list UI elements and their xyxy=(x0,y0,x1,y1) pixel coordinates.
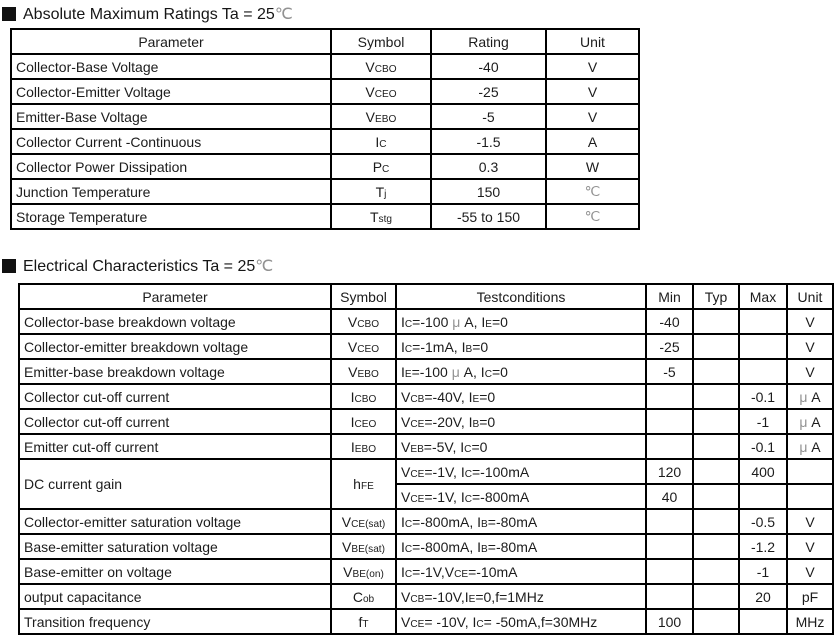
table-cell: 40 xyxy=(646,484,693,509)
column-header-unit: Unit xyxy=(546,29,639,54)
table-cell xyxy=(787,459,833,484)
table-cell: V xyxy=(546,54,639,79)
table-row xyxy=(11,129,639,154)
table-cell: V xyxy=(546,104,639,129)
table-cell: ICBO xyxy=(331,384,396,409)
table-cell: ICEO xyxy=(331,409,396,434)
table-cell xyxy=(646,509,693,534)
table-cell: V xyxy=(787,309,833,334)
table-cell: PC xyxy=(331,154,431,179)
table-cell xyxy=(693,459,739,484)
table-row xyxy=(19,509,833,534)
table-cell: V xyxy=(787,334,833,359)
table-cell: VEB=-5V, IC=0 xyxy=(396,434,646,459)
table-cell: pF xyxy=(787,584,833,609)
table-cell: -0.5 xyxy=(739,509,787,534)
table-cell: -1 xyxy=(739,559,787,584)
table-cell: -5 xyxy=(646,359,693,384)
table-cell: -55 to 150 xyxy=(431,204,546,229)
table-cell: Collector Power Dissipation xyxy=(11,154,331,179)
table-cell: IC=-800mA, IB=-80mA xyxy=(396,509,646,534)
table-cell xyxy=(693,484,739,509)
table-cell xyxy=(739,309,787,334)
table-row xyxy=(11,79,639,104)
table-cell: VCE=-20V, IB=0 xyxy=(396,409,646,434)
table-cell: VCE=-1V, IC=-100mA xyxy=(396,459,646,484)
table-cell: VCE= -10V, IC= -50mA,f=30MHz xyxy=(396,609,646,634)
table-cell: fT xyxy=(331,609,396,634)
table-row xyxy=(19,409,833,434)
table-cell xyxy=(693,409,739,434)
table-cell: 150 xyxy=(431,179,546,204)
table-cell: IC=-1V,VCE=-10mA xyxy=(396,559,646,584)
table-cell: A xyxy=(546,129,639,154)
table-row xyxy=(19,334,833,359)
table-cell: VCE(sat) xyxy=(331,509,396,534)
column-header-parameter: Parameter xyxy=(11,29,331,54)
table-cell xyxy=(693,334,739,359)
table-header-row xyxy=(11,29,639,54)
square-bullet-icon xyxy=(2,259,16,273)
column-header-symbol: Symbol xyxy=(331,29,431,54)
column-header-parameter: Parameter xyxy=(19,284,331,309)
table-cell: Collector-Base Voltage xyxy=(11,54,331,79)
table-header-row xyxy=(19,284,833,309)
table-cell: -40 xyxy=(431,54,546,79)
table-cell xyxy=(693,309,739,334)
table-cell xyxy=(646,409,693,434)
column-header-testconditions: Testconditions xyxy=(396,284,646,309)
column-header-symbol: Symbol xyxy=(331,284,396,309)
table-row xyxy=(11,154,639,179)
table-cell: VCBO xyxy=(331,309,396,334)
table-cell: IC=-1mA, IB=0 xyxy=(396,334,646,359)
table-cell: -25 xyxy=(431,79,546,104)
table-cell: VEBO xyxy=(331,359,396,384)
table-cell: ℃ xyxy=(546,179,639,204)
table-cell: VBE(sat) xyxy=(331,534,396,559)
table-cell: hFE xyxy=(331,459,396,509)
table-cell: Collector-base breakdown voltage xyxy=(19,309,331,334)
table-cell: Collector cut-off current xyxy=(19,409,331,434)
table-cell xyxy=(693,609,739,634)
table-row xyxy=(19,459,833,484)
table-cell xyxy=(739,609,787,634)
table-cell: Junction Temperature xyxy=(11,179,331,204)
electrical-characteristics-table xyxy=(18,283,834,635)
table-cell: -5 xyxy=(431,104,546,129)
table-cell: -0.1 xyxy=(739,434,787,459)
section-title-text: Electrical Characteristics Ta = 25℃ xyxy=(23,258,274,275)
table-row xyxy=(11,204,639,229)
table-cell: -1 xyxy=(739,409,787,434)
table-cell xyxy=(693,359,739,384)
table-cell: V xyxy=(787,359,833,384)
table-cell: μ A xyxy=(787,409,833,434)
table-cell: -0.1 xyxy=(739,384,787,409)
column-header-max: Max xyxy=(739,284,787,309)
table-cell xyxy=(693,509,739,534)
section-heading-absolute-maximum-ratings xyxy=(2,4,293,24)
column-header-unit: Unit xyxy=(787,284,833,309)
column-header-min: Min xyxy=(646,284,693,309)
table-cell: -1.2 xyxy=(739,534,787,559)
table-cell xyxy=(646,584,693,609)
table-cell: Tj xyxy=(331,179,431,204)
table-cell xyxy=(739,484,787,509)
absolute-maximum-ratings-table xyxy=(10,28,640,230)
table-cell: V xyxy=(546,79,639,104)
table-cell: Storage Temperature xyxy=(11,204,331,229)
table-cell: -25 xyxy=(646,334,693,359)
table-row xyxy=(19,309,833,334)
table-cell xyxy=(693,534,739,559)
table-cell: VCEO xyxy=(331,334,396,359)
table-row xyxy=(19,584,833,609)
table-cell: output capacitance xyxy=(19,584,331,609)
table-cell: W xyxy=(546,154,639,179)
table-cell: IC=-100 μ A, IE=0 xyxy=(396,309,646,334)
table-cell: 100 xyxy=(646,609,693,634)
table-row xyxy=(19,359,833,384)
table-cell: Emitter-Base Voltage xyxy=(11,104,331,129)
table-row xyxy=(11,54,639,79)
table-cell xyxy=(693,559,739,584)
table-row xyxy=(19,384,833,409)
table-row xyxy=(19,559,833,584)
square-bullet-icon xyxy=(2,7,16,21)
table-cell: -40 xyxy=(646,309,693,334)
table-cell: μ A xyxy=(787,434,833,459)
table-cell: Collector-Emitter Voltage xyxy=(11,79,331,104)
table-cell: ℃ xyxy=(546,204,639,229)
table-cell: Base-emitter saturation voltage xyxy=(19,534,331,559)
table-cell: 0.3 xyxy=(431,154,546,179)
column-header-typ: Typ xyxy=(693,284,739,309)
table-cell xyxy=(646,534,693,559)
table-row xyxy=(19,434,833,459)
table-cell: 120 xyxy=(646,459,693,484)
table-cell: VCBO xyxy=(331,54,431,79)
table-cell: Emitter cut-off current xyxy=(19,434,331,459)
table-cell: Collector Current -Continuous xyxy=(11,129,331,154)
table-cell xyxy=(739,359,787,384)
table-row xyxy=(11,104,639,129)
table-cell: Tstg xyxy=(331,204,431,229)
table-cell: VCB=-10V,IE=0,f=1MHz xyxy=(396,584,646,609)
table-cell: VCE=-1V, IC=-800mA xyxy=(396,484,646,509)
table-cell: Collector-emitter saturation voltage xyxy=(19,509,331,534)
table-cell: Base-emitter on voltage xyxy=(19,559,331,584)
table-row xyxy=(11,179,639,204)
section-title-text: Absolute Maximum Ratings Ta = 25℃ xyxy=(23,6,293,23)
table-cell xyxy=(693,384,739,409)
table-cell: 400 xyxy=(739,459,787,484)
column-header-rating: Rating xyxy=(431,29,546,54)
table-cell xyxy=(646,559,693,584)
table-cell: μ A xyxy=(787,384,833,409)
table-cell: IC xyxy=(331,129,431,154)
table-cell xyxy=(693,434,739,459)
table-cell: V xyxy=(787,559,833,584)
table-cell xyxy=(787,484,833,509)
table-cell: Cob xyxy=(331,584,396,609)
table-cell: -1.5 xyxy=(431,129,546,154)
table-cell: V xyxy=(787,509,833,534)
table-cell: 20 xyxy=(739,584,787,609)
table-cell: IE=-100 μ A, IC=0 xyxy=(396,359,646,384)
table-cell xyxy=(646,384,693,409)
table-cell: VBE(on) xyxy=(331,559,396,584)
table-cell: IEBO xyxy=(331,434,396,459)
table-cell: Emitter-base breakdown voltage xyxy=(19,359,331,384)
table-cell xyxy=(693,584,739,609)
table-row xyxy=(19,534,833,559)
table-cell: MHz xyxy=(787,609,833,634)
table-cell: Transition frequency xyxy=(19,609,331,634)
table-cell: V xyxy=(787,534,833,559)
table-cell xyxy=(739,334,787,359)
table-row xyxy=(19,609,833,634)
table-cell: Collector cut-off current xyxy=(19,384,331,409)
table-cell: VEBO xyxy=(331,104,431,129)
table-cell: VCEO xyxy=(331,79,431,104)
table-cell xyxy=(646,434,693,459)
table-cell: VCB=-40V, IE=0 xyxy=(396,384,646,409)
section-heading-electrical-characteristics xyxy=(2,256,273,276)
table-cell: IC=-800mA, IB=-80mA xyxy=(396,534,646,559)
table-cell: Collector-emitter breakdown voltage xyxy=(19,334,331,359)
table-cell: DC current gain xyxy=(19,459,331,509)
